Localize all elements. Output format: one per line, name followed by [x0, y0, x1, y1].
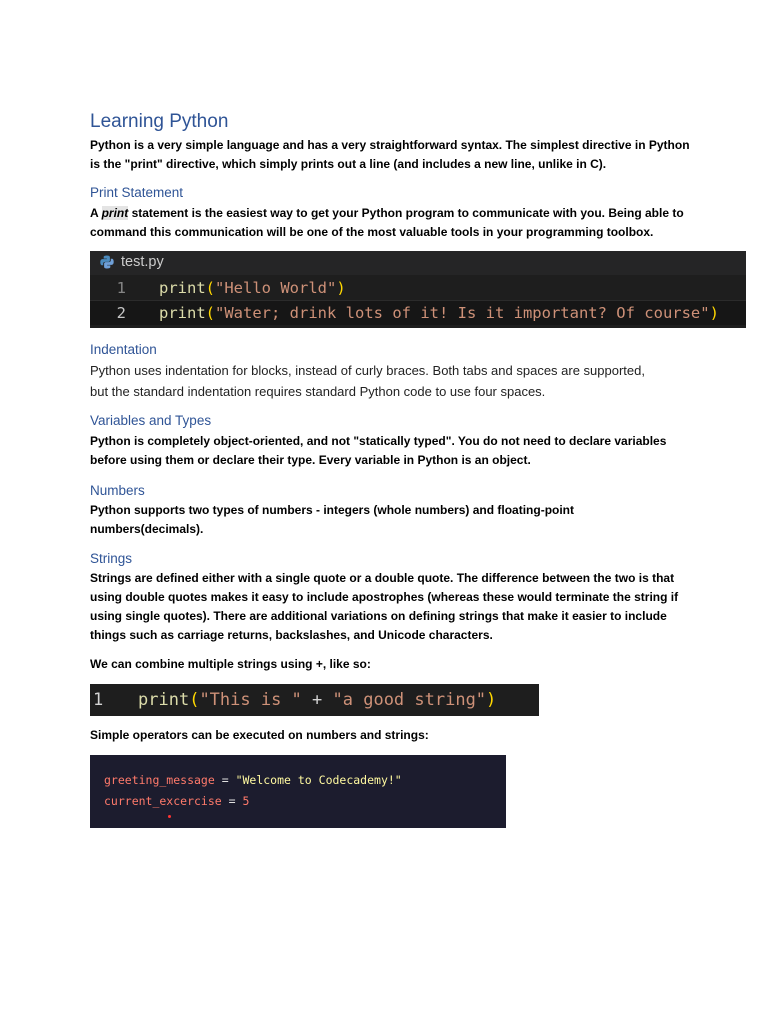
code-function: print: [159, 279, 206, 297]
code-number: 5: [242, 794, 250, 808]
numbers-heading: Numbers: [90, 483, 145, 498]
indentation-paragraph: [90, 360, 690, 402]
print-keyword-highlight: print: [101, 206, 129, 220]
code-function: print: [138, 690, 190, 710]
variables-code-block: [90, 755, 506, 828]
code-paren: ): [336, 279, 346, 297]
code-string: "a good string": [332, 690, 487, 710]
code-paren: ): [486, 690, 497, 710]
indentation-line: but the standard indentation requires standard Python code to use four spaces.: [90, 384, 546, 399]
editor-tab[interactable]: [90, 251, 746, 275]
variables-line: before using them or declare their type. Every variable in Python is an object.: [90, 453, 531, 467]
text-fragment: statement is the easiest way to get your Python program to communicate with you. Being able to: [128, 206, 684, 220]
strings-line: Strings are defined either with a single quote or a double quote. The difference between the two is that: [90, 571, 675, 585]
code-line: [104, 791, 249, 812]
strings-paragraph: [90, 569, 690, 645]
editor-filename: test.py: [121, 254, 164, 270]
python-file-icon: [100, 255, 114, 269]
variables-heading: Variables and Types: [90, 413, 212, 428]
line-number: 1: [116, 279, 126, 297]
strings-heading: Strings: [90, 551, 133, 566]
code-paren: ): [709, 304, 719, 322]
cursor-dot: [168, 815, 171, 818]
print-statement-heading: Print Statement: [90, 185, 184, 200]
intro-paragraph: [90, 136, 690, 174]
page-title: Learning Python: [90, 111, 229, 132]
code-line: [104, 770, 402, 791]
code-paren: (: [189, 690, 200, 710]
operators-text: Simple operators can be executed on numbers and strings:: [90, 728, 429, 742]
intro-line: is the "print" directive, which simply prints out a line (and includes a new line, unlike in C).: [90, 157, 607, 171]
code-text: [159, 301, 719, 325]
code-line: [90, 276, 746, 300]
combine-strings-text: We can combine multiple strings using +, like so:: [90, 657, 371, 671]
strings-line: using double quotes makes it easy to include apostrophes (whereas these would terminate the string if: [90, 590, 679, 604]
code-line-active: [90, 300, 746, 325]
indentation-line: Python uses indentation for blocks, instead of curly braces. Both tabs and spaces are supported,: [90, 363, 645, 378]
text-fragment: A: [90, 206, 102, 220]
intro-line: Python is a very simple language and has a very straightforward syntax. The simplest directive in Python: [90, 138, 690, 152]
numbers-line: numbers(decimals).: [90, 522, 204, 536]
strings-line: things such as carriage returns, backslashes, and Unicode characters.: [90, 628, 493, 642]
code-text: [138, 684, 496, 716]
code-string: "Water; drink lots of it! Is it important? Of course": [215, 304, 710, 322]
line-number: 1: [93, 690, 104, 710]
line-number: 2: [116, 304, 126, 322]
code-variable: greeting_message: [104, 773, 215, 787]
code-string: "This is ": [199, 690, 302, 710]
indentation-heading: Indentation: [90, 342, 157, 357]
code-string: "Welcome to Codecademy!": [235, 773, 402, 787]
code-function: print: [159, 304, 206, 322]
string-concat-code-block: [90, 684, 539, 716]
variables-paragraph: [90, 432, 690, 470]
code-operator: =: [221, 794, 243, 808]
print-statement-paragraph: [90, 204, 690, 242]
numbers-paragraph: [90, 501, 690, 539]
numbers-line: Python supports two types of numbers - integers (whole numbers) and floating-point: [90, 503, 575, 517]
strings-line: using single quotes). There are additional variations on defining strings that make it easier to include: [90, 609, 667, 623]
code-paren: (: [205, 279, 216, 297]
print-line-1: [90, 204, 690, 223]
code-paren: (: [205, 304, 216, 322]
code-operator: +: [301, 690, 333, 710]
code-text: [159, 276, 346, 300]
print-line-2: command this communication will be one of the most valuable tools in your programming toolbox.: [90, 225, 654, 239]
variables-line: Python is completely object-oriented, and not "statically typed". You do not need to declare variables: [90, 434, 667, 448]
code-string: "Hello World": [215, 279, 337, 297]
code-operator: =: [214, 773, 236, 787]
code-editor-block: [90, 251, 746, 328]
code-variable: current_excercise: [104, 794, 222, 808]
